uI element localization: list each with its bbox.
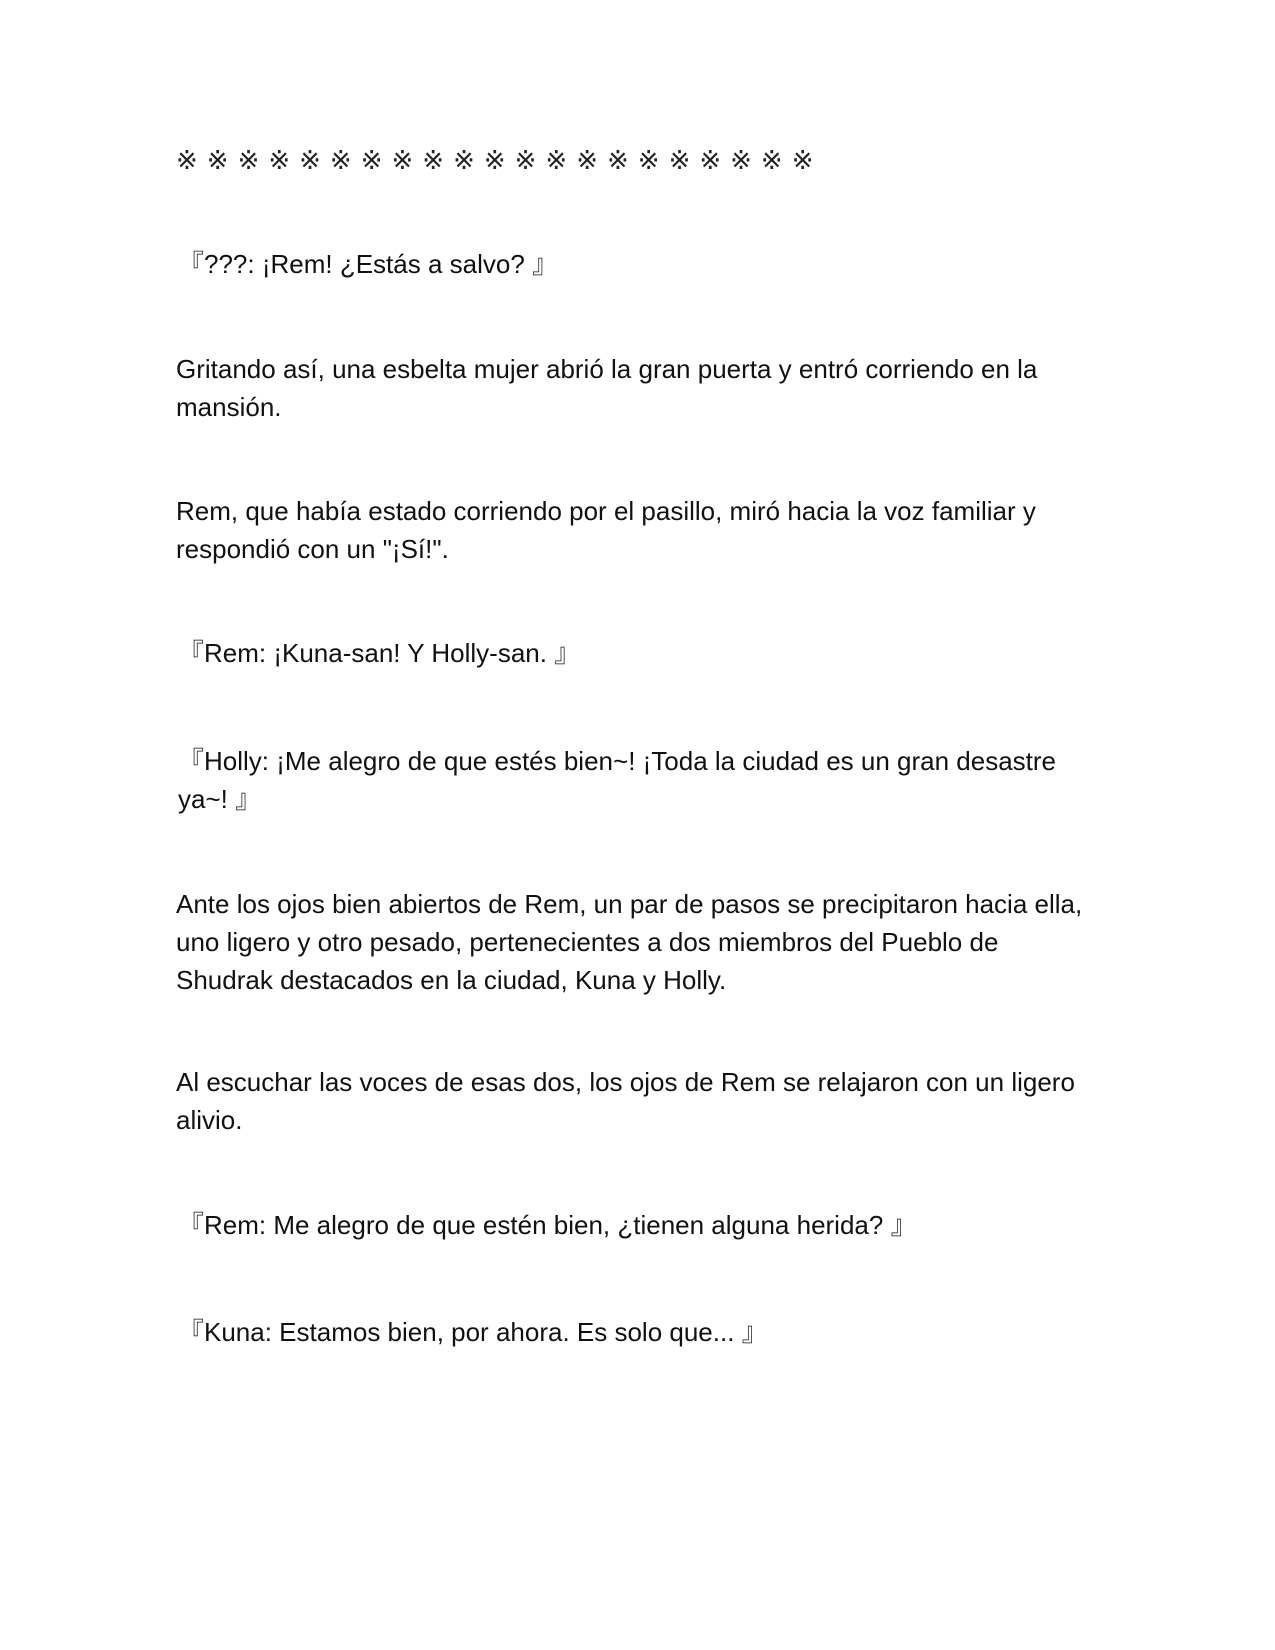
section-separator: ※※※※※※※※※※※※※※※※※※※※※ bbox=[176, 145, 823, 175]
dialogue-line: 『???: ¡Rem! ¿Estás a salvo? 』 bbox=[178, 249, 559, 279]
dialogue-line: 『Rem: ¡Kuna-san! Y Holly-san. 』 bbox=[178, 638, 581, 668]
dialogue-line: 『Holly: ¡Me alegro de que estés bien~! ¡Toda la ciudad es un gran desastre ya~! 』 bbox=[178, 746, 1057, 814]
narration-paragraph: Gritando así, una esbelta mujer abrió la gran puerta y entró corriendo en la mansión. bbox=[176, 354, 1038, 422]
dialogue-line: 『Kuna: Estamos bien, por ahora. Es solo que... 』 bbox=[178, 1317, 768, 1347]
narration-paragraph: Rem, que había estado corriendo por el pasillo, miró hacia la voz familiar y respondió con un "¡Sí!". bbox=[176, 496, 1036, 564]
narration-paragraph: Al escuchar las voces de esas dos, los ojos de Rem se relajaron con un ligero alivio. bbox=[176, 1067, 1075, 1135]
dialogue-line: 『Rem: Me alegro de que estén bien, ¿tienen alguna herida? 』 bbox=[178, 1210, 917, 1240]
narration-paragraph: Ante los ojos bien abiertos de Rem, un par de pasos se precipitaron hacia ella, uno ligero y otro pesado, pertenecientes a dos miembros del Pueblo de Shudrak destacados en la ciudad, Kuna y Holly. bbox=[176, 889, 1083, 995]
